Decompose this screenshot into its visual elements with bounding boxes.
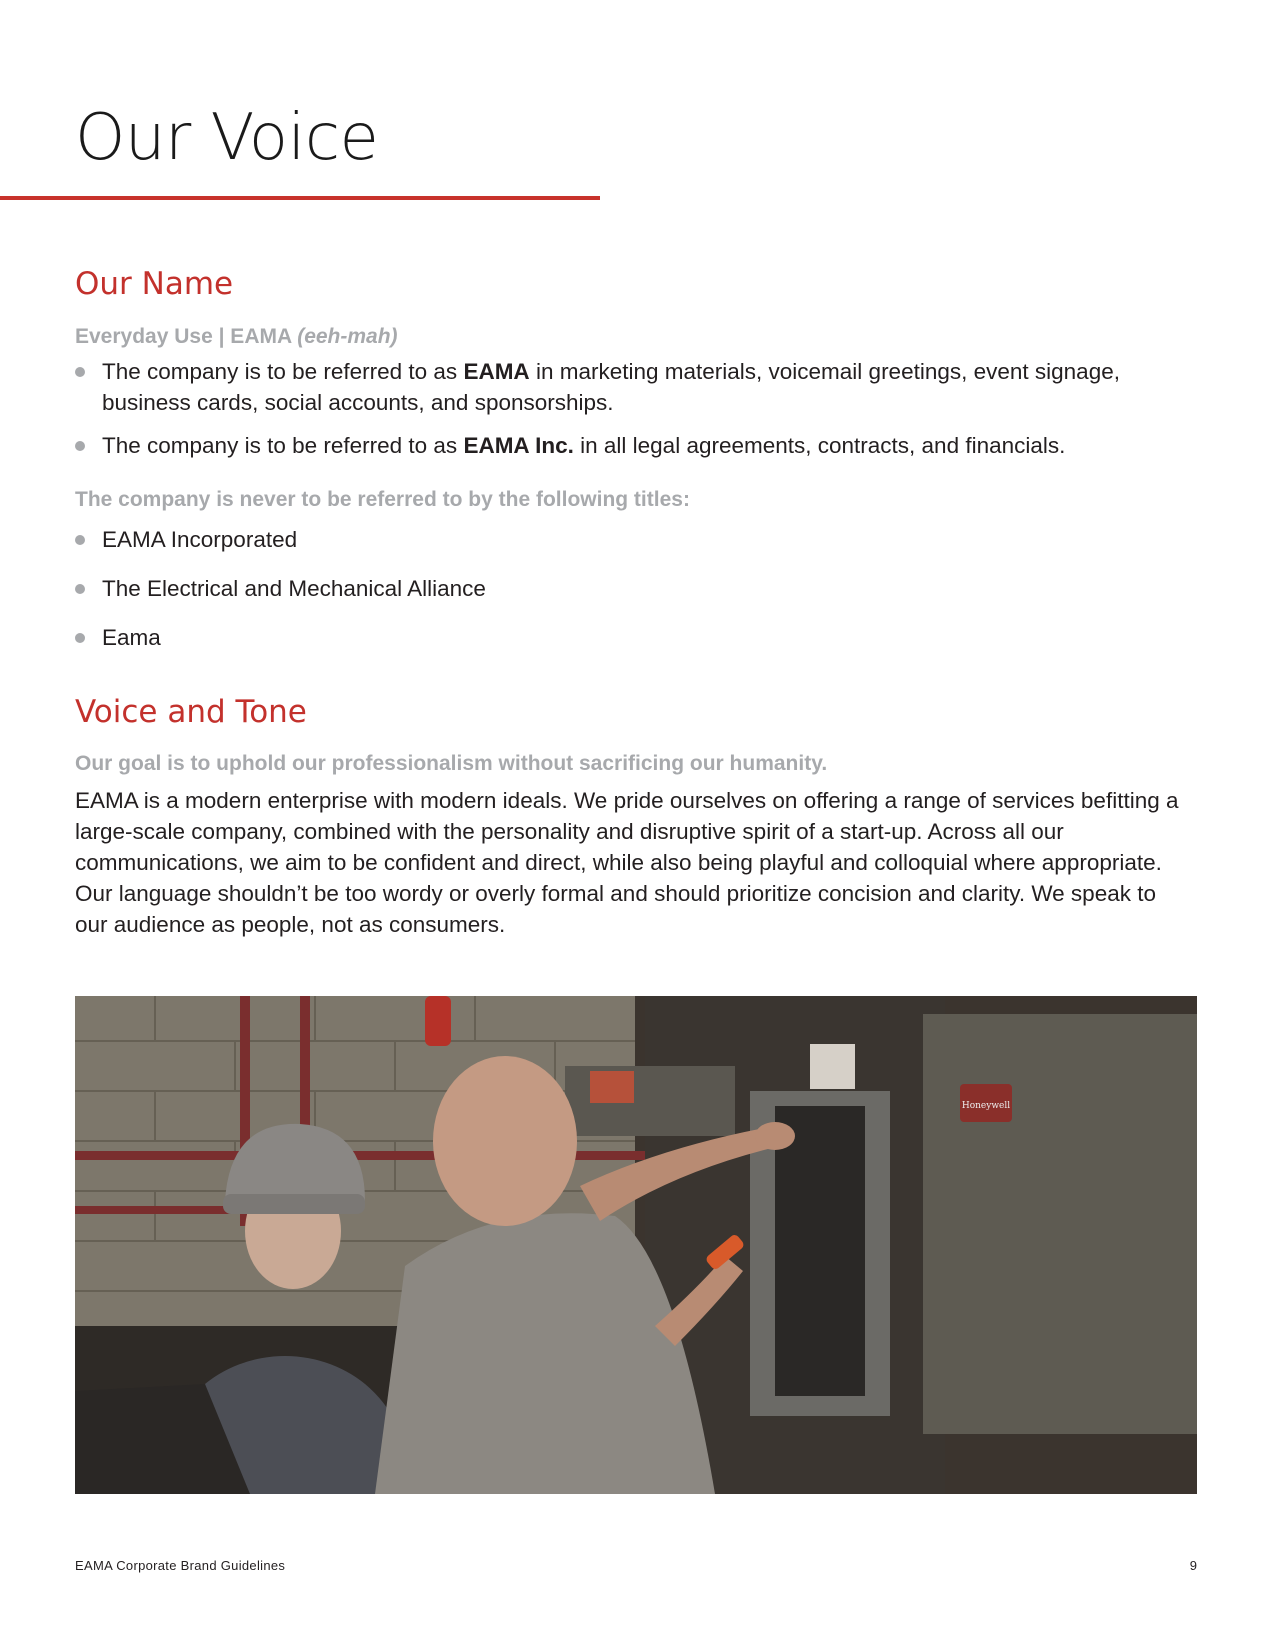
never-titles-subhead: The company is never to be referred to by the following titles:	[75, 488, 690, 511]
technicians-photo	[75, 996, 1197, 1494]
bullet-icon	[75, 441, 85, 451]
never-title-item: EAMA Incorporated	[75, 524, 1175, 555]
pronunciation: (eeh-mah)	[297, 325, 398, 348]
never-title-item: Eama	[75, 622, 1175, 653]
everyday-use-subhead	[75, 323, 398, 351]
title-rule	[0, 196, 600, 200]
footer-doc-title: EAMA Corporate Brand Guidelines	[75, 1558, 286, 1573]
never-title-item: The Electrical and Mechanical Alliance	[75, 573, 1175, 604]
usage-list	[75, 356, 1175, 461]
brand-name: EAMA Inc.	[463, 433, 574, 458]
bullet-icon	[75, 535, 85, 545]
page-number: 9	[1189, 1558, 1197, 1573]
honeywell-label: Honeywell	[961, 1101, 1011, 1111]
voice-goal: Our goal is to uphold our professionalism without sacrificing our humanity.	[75, 752, 828, 775]
never-titles-list	[75, 524, 1175, 653]
everyday-use-label: Everyday Use | EAMA	[75, 325, 292, 348]
our-name-heading: Our Name	[75, 266, 234, 302]
voice-tone-heading: Voice and Tone	[75, 694, 307, 730]
voice-body: EAMA is a modern enterprise with modern ideals. We pride ourselves on offering a range of services befitting a large-scale company, combined with the personality and disruptive spirit of a start-up. Across all our communications, we aim to be confident and direct, while also being playful and colloquial where appropriate. Our language shouldn’t be too wordy or overly formal and should prioritize concision and clarity. We speak to our audience as people, not as consumers.	[75, 788, 1179, 937]
brand-name: EAMA	[463, 359, 530, 384]
usage-item: The company is to be referred to as EAMA Inc. in all legal agreements, contracts, and financials.	[75, 430, 1175, 461]
bullet-icon	[75, 367, 85, 377]
usage-item: The company is to be referred to as EAMA in marketing materials, voicemail greetings, event signage, business cards, social accounts, and sponsorships.	[75, 356, 1175, 418]
page-title: Our Voice	[75, 101, 379, 175]
bullet-icon	[75, 633, 85, 643]
bullet-icon	[75, 584, 85, 594]
